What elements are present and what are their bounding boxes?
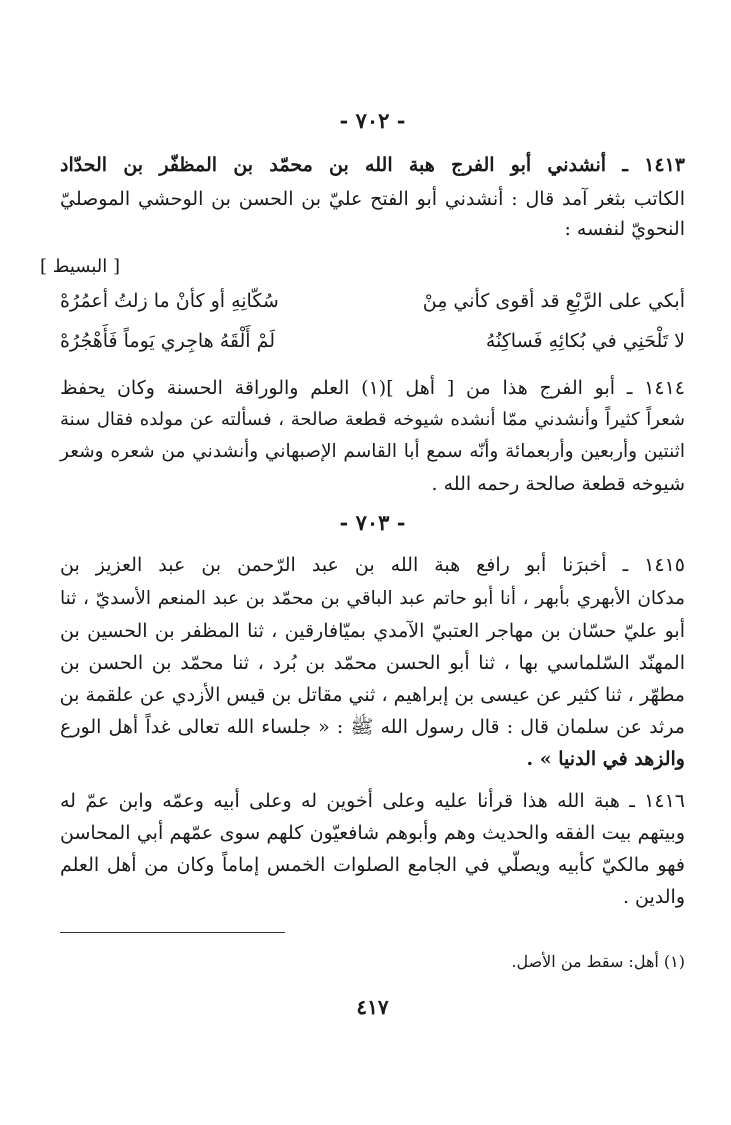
entry-1415-line-7: والزهد في الدنيا » . [526, 748, 685, 770]
entry-1415-line-2: مدكان الأبهري بأبهر ، أنا أبو حاتم عبد الباقي بن محمّد بن عبد المنعم الأسديّ ، ثنا [60, 588, 685, 609]
entry-1414-line-3: اثنتين وأربعين وأربعمائة وأنّه سمع أبا القاسم الإصبهاني وأنشدني من شعره وشعر [60, 441, 685, 462]
footnote-divider [60, 932, 285, 933]
entry-1416-line-3: فهو مالكيّ كأبيه ويصلّي في الجامع الصلوات الخمس إماماً وكان من أهل العلم [60, 854, 685, 876]
entry-1415-line-1: ١٤١٥ ـ أخبرَنا أبو رافع هبة الله بن عبد الرّحمن بن عبد العزيز بن [60, 554, 685, 576]
entry-1414-line-2: شعراً كثيراً وأنشدني ممّا أنشده شيوخه قطعة صالحة ، فسألته عن مولده فقال سنة [60, 409, 685, 430]
entry-1415-line-5: مطهّر ، ثنا كثير عن عيسى بن إبراهيم ، ثني مقاتل بن قيس الأزدي عن علقمة بن [59, 684, 685, 706]
entry-1416-line-2: وبيتهم بيت الفقه والحديث وهم وأبوهم شافعيّون كلهم سوى عمّهم أبي المحاسن [60, 822, 685, 844]
entry-1416-line-1: ١٤١٦ ـ هبة الله هذا قرأنا عليه وعلى أخوين له وعلى أبيه وعمّه وابن عمّ له [60, 790, 685, 812]
verse-2-first-hemistich: لا تَلْحَنِي في بُكائِهِ فَساكِنُهُ [485, 330, 685, 352]
entry-1414-line-1: ١٤١٤ ـ أبو الفرج هذا من [ أهل ](١) العلم والوراقة الحسنة وكان يحفظ [60, 377, 685, 399]
entry-1413-line-3: النحويّ لنفسه : [564, 218, 685, 240]
verse-1-second-hemistich: سُكّانِهِ أو كأنْ ما زلتُ أعمُرُهْ [60, 290, 279, 312]
poetic-meter-label: [ البسيط ] [40, 256, 120, 277]
entry-1413-line-1: ١٤١٣ ـ أنشدني أبو الفرج هبة الله بن محمّد بن المظفّر بن الحدّاد [60, 154, 685, 176]
verse-1-first-hemistich: أبكي على الرَّبْعِ قد أقوى كأني مِنْ [422, 290, 685, 312]
book-page [40, 0, 685, 1125]
verse-2-second-hemistich: لَمْ أَلْقَهُ هاجِري يَوماً فَأَهْجُرُهْ [60, 330, 276, 352]
page-number: ٤١٧ [356, 995, 389, 1019]
entry-1415-line-4: المهنّد السّلماسي بها ، ثنا أبو الحسن محمّد بن بُرد ، ثنا محمّد بن الحسن بن [60, 652, 685, 674]
footnote: (١) أهل: سقط من الأصل. [511, 952, 685, 971]
entry-1414-line-4: شيوخه قطعة صالحة رحمه الله . [431, 473, 685, 495]
section-number-middle: - ٧٠٣ - [339, 510, 406, 535]
entry-1416-line-4: والدين . [622, 886, 685, 908]
verse-1 [60, 290, 685, 322]
entry-1415-line-6: مرثد عن سلمان قال : قال رسول الله ﷺ : « جلساء الله تعالى غداً أهل الورع [60, 716, 685, 738]
verse-2 [60, 330, 685, 362]
section-number-top: - ٧٠٢ - [339, 108, 406, 133]
entry-1413-line-2: الكاتب بثغر آمد قال : أنشدني أبو الفتح عليّ بن الحسن بن الوحشي الموصليّ [60, 188, 685, 210]
entry-1415-line-3: أبو عليّ حسّان بن مهاجر العتبيّ الآمدي بميّافارقين ، ثنا المظفر بن الحسين بن [60, 620, 685, 642]
